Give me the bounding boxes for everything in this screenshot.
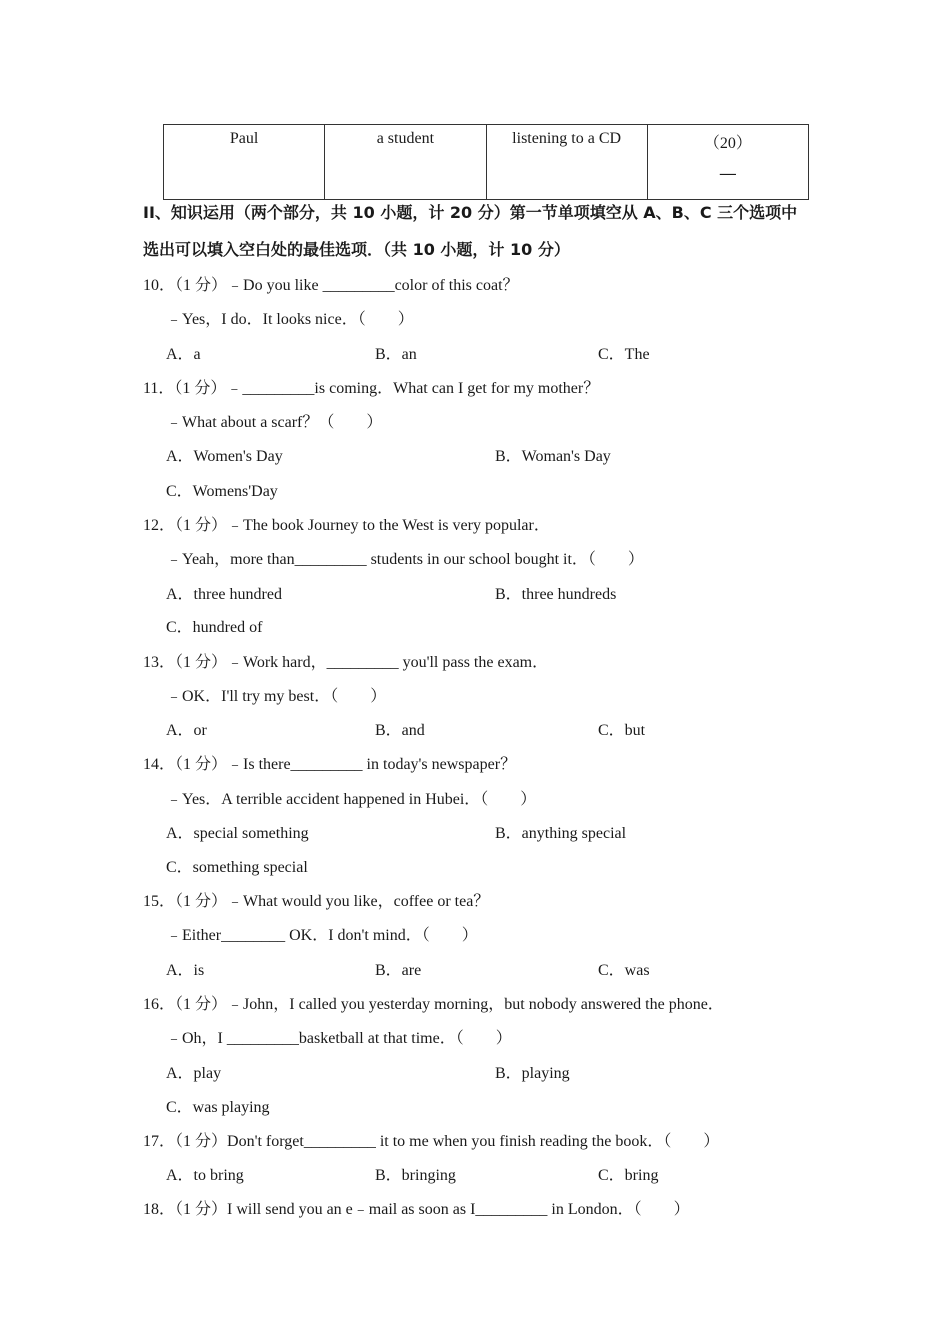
question-15-option-c[interactable]: C．was bbox=[598, 962, 650, 979]
question-14-option-c[interactable]: C．something special bbox=[166, 859, 308, 876]
question-stem: （1 分）I will send you an e﹣mail as soon as I_________ in London．（ ） bbox=[175, 1201, 690, 1218]
question-stem: （1 分）Don't forget_________ it to me when you finish reading the book．（ ） bbox=[175, 1133, 720, 1150]
question-number: 16． bbox=[143, 996, 176, 1013]
question-12 bbox=[143, 512, 550, 535]
question-17-option-b[interactable]: B．bringing bbox=[375, 1167, 456, 1184]
question-13-option-a[interactable]: A．or bbox=[166, 722, 207, 739]
question-18 bbox=[143, 1196, 690, 1219]
question-16-option-a[interactable]: A．play bbox=[166, 1065, 222, 1082]
question-11-option-a[interactable]: A．Women's Day bbox=[166, 448, 283, 465]
question-11-option-b[interactable]: B．Woman's Day bbox=[495, 448, 611, 465]
question-stem: （1 分）﹣_________is coming．What can I get for my mother？ bbox=[174, 380, 600, 397]
question-13 bbox=[143, 649, 548, 672]
question-13-option-c[interactable]: C．but bbox=[598, 722, 646, 739]
question-17 bbox=[143, 1128, 719, 1151]
question-stem: （1 分）﹣Is there_________ in today's newspaper？ bbox=[175, 756, 517, 773]
question-16-option-b[interactable]: B．playing bbox=[495, 1065, 570, 1082]
question-15 bbox=[143, 888, 489, 911]
question-number: 13． bbox=[143, 654, 176, 671]
question-14-option-b[interactable]: B．anything special bbox=[495, 825, 627, 842]
table-cell-identity: a student bbox=[325, 125, 486, 200]
question-10-option-c[interactable]: C．The bbox=[598, 346, 650, 363]
question-16 bbox=[143, 991, 724, 1014]
question-number: 12． bbox=[143, 517, 176, 534]
table-cell-blank bbox=[647, 125, 808, 200]
question-10 bbox=[143, 272, 519, 295]
question-15-option-b[interactable]: B．are bbox=[375, 962, 422, 979]
question-16-reply: ﹣Oh，I _________basketball at that time．（ ） bbox=[166, 1030, 512, 1047]
question-17-option-c[interactable]: C．bring bbox=[598, 1167, 659, 1184]
question-stem: （1 分）﹣Do you like _________color of this coat？ bbox=[175, 277, 519, 294]
section-heading-line-1: II、知识运用（两个部分，共 10 小题，计 20 分）第一节单项填空从 A、B、C 三个选项中 bbox=[143, 203, 798, 222]
question-number: 14． bbox=[143, 756, 176, 773]
blank-number: （20） bbox=[703, 135, 752, 152]
question-number: 11． bbox=[143, 380, 175, 397]
question-15-reply: ﹣Either________ OK．I don't mind．（ ） bbox=[166, 927, 478, 944]
question-16-option-c[interactable]: C．was playing bbox=[166, 1099, 270, 1116]
question-14-option-a[interactable]: A．special something bbox=[166, 825, 309, 842]
question-stem: （1 分）﹣John，I called you yesterday morning，but nobody answered the phone． bbox=[175, 996, 724, 1013]
question-11 bbox=[143, 375, 599, 398]
question-stem: （1 分）﹣What would you like，coffee or tea？ bbox=[175, 893, 490, 910]
question-number: 18． bbox=[143, 1201, 176, 1218]
question-13-option-b[interactable]: B．and bbox=[375, 722, 425, 739]
question-12-option-b[interactable]: B．three hundreds bbox=[495, 586, 617, 603]
question-number: 15． bbox=[143, 893, 176, 910]
section-heading-line-2: 选出可以填入空白处的最佳选项．（共 10 小题，计 10 分） bbox=[143, 240, 570, 259]
question-12-option-a[interactable]: A．three hundred bbox=[166, 586, 282, 603]
table-cell-name: Paul bbox=[164, 125, 325, 200]
question-10-option-a[interactable]: A．a bbox=[166, 346, 201, 363]
question-10-reply: ﹣Yes，I do．It looks nice．（ ） bbox=[166, 311, 414, 328]
question-11-option-c[interactable]: C．Womens'Day bbox=[166, 483, 278, 500]
answer-blank: — bbox=[719, 165, 736, 182]
table-row bbox=[164, 125, 809, 200]
question-12-option-c[interactable]: C．hundred of bbox=[166, 619, 263, 636]
question-12-reply: ﹣Yeah，more than_________ students in our school bought it．（ ） bbox=[166, 551, 644, 568]
question-13-reply: ﹣OK．I'll try my best．（ ） bbox=[166, 688, 387, 705]
question-11-reply: ﹣What about a scarf？（ ） bbox=[166, 414, 383, 431]
question-17-option-a[interactable]: A．to bring bbox=[166, 1167, 244, 1184]
question-14 bbox=[143, 751, 516, 774]
question-14-reply: ﹣Yes．A terrible accident happened in Hubei．（ ） bbox=[166, 791, 537, 808]
info-table bbox=[163, 124, 809, 200]
question-15-option-a[interactable]: A．is bbox=[166, 962, 205, 979]
question-number: 17． bbox=[143, 1133, 176, 1150]
question-stem: （1 分）﹣The book Journey to the West is very popular． bbox=[175, 517, 550, 534]
question-stem: （1 分）﹣Work hard，_________ you'll pass the exam． bbox=[175, 654, 549, 671]
table-cell-activity: listening to a CD bbox=[486, 125, 647, 200]
question-10-option-b[interactable]: B．an bbox=[375, 346, 417, 363]
question-number: 10． bbox=[143, 277, 176, 294]
